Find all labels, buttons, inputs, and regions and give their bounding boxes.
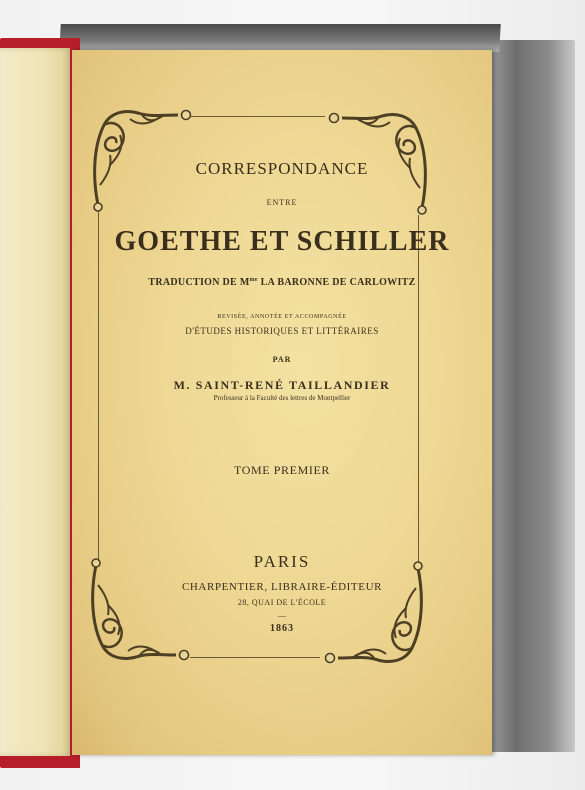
- translation-prefix: TRADUCTION DE M: [148, 277, 250, 288]
- frame-bottom-line: [190, 657, 320, 658]
- revision-line: REVISÉE, ANNOTÉE ET ACCOMPAGNÉE: [217, 314, 347, 320]
- translation-suffix: LA BARONNE DE CARLOWITZ: [257, 277, 416, 288]
- volume-label: TOME PREMIER: [234, 463, 330, 477]
- translation-line: [72, 277, 492, 288]
- publisher-address: 28, QUAI DE L'ÉCOLE: [237, 598, 327, 607]
- entre-word: ENTRE: [266, 198, 298, 207]
- separator-dash: —: [278, 611, 286, 620]
- studies-line: D'ÉTUDES HISTORIQUES ET LITTÉRAIRES: [185, 326, 379, 336]
- book-shadow: [490, 40, 575, 752]
- book-top-edge: [59, 24, 500, 52]
- publication-city: PARIS: [253, 552, 311, 571]
- par-word: PAR: [272, 355, 292, 364]
- heading: CORRESPONDANCE: [195, 159, 369, 178]
- translation-superscript: me: [249, 277, 258, 283]
- publisher-name: CHARPENTIER, LIBRAIRE-ÉDITEUR: [181, 581, 383, 593]
- author-title: Professeur à la Faculté des lettres de Montpellier: [213, 394, 351, 402]
- author-name: M. SAINT-RENÉ TAILLANDIER: [173, 378, 391, 392]
- frame-top-line: [190, 116, 325, 117]
- publication-year: 1863: [270, 623, 294, 634]
- main-title: GOETHE ET SCHILLER: [114, 226, 450, 257]
- left-page-edge: [0, 48, 70, 756]
